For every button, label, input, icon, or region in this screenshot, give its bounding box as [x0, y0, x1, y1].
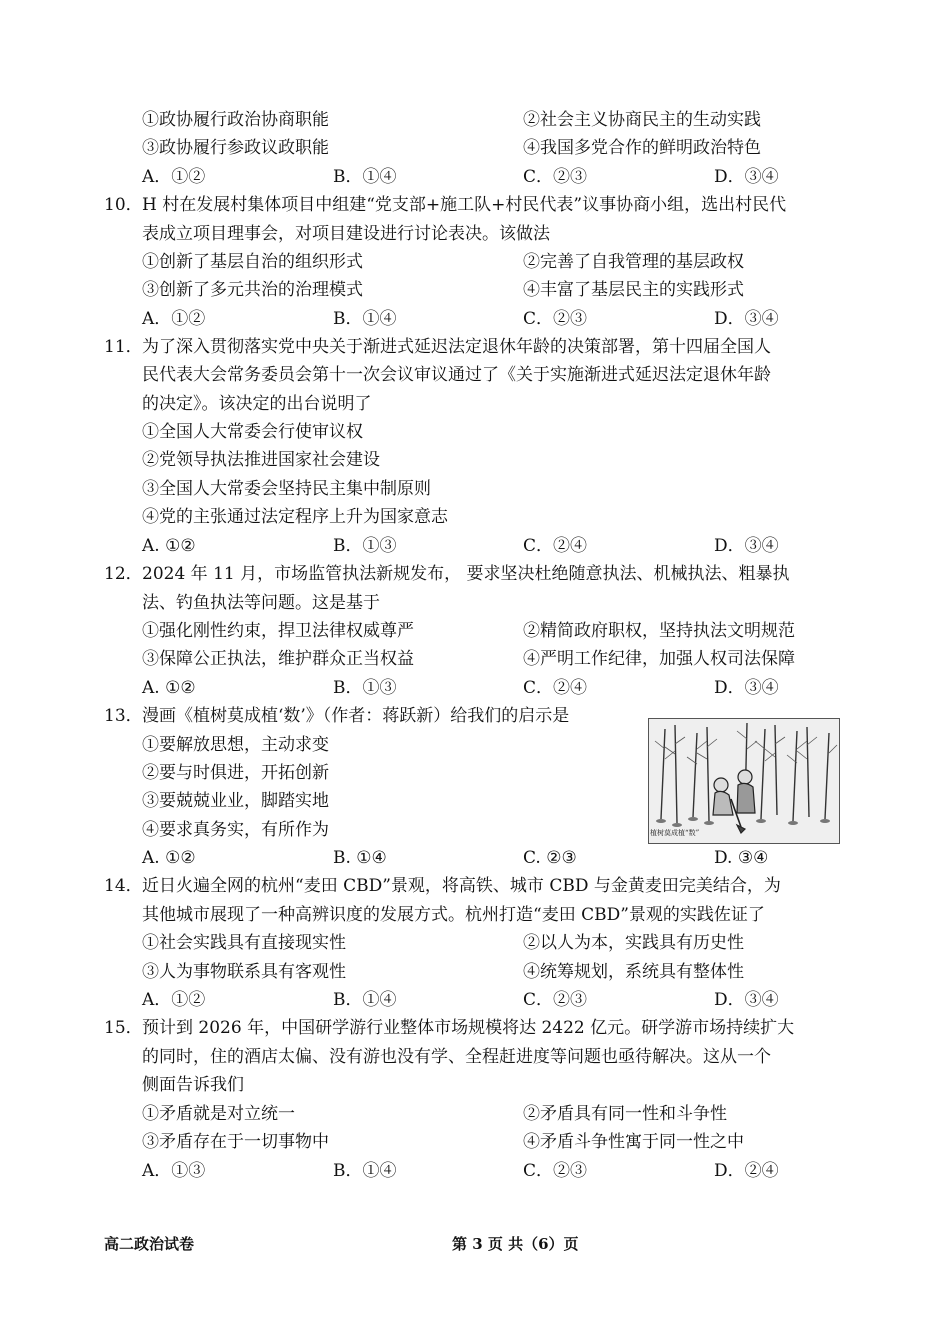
q11-stem-line-3: 的决定》。该决定的出台说明了 — [142, 394, 372, 414]
q13-choice-c: C. ②③ — [523, 848, 577, 868]
q12-item-1: ①强化刚性约束，捍卫法律权威尊严 — [142, 621, 414, 641]
q9-item-3: ③政协履行参政议政职能 — [142, 138, 329, 158]
q15-item-2: ②矛盾具有同一性和斗争性 — [523, 1104, 727, 1124]
q15-stem-line-3: 侧面告诉我们 — [142, 1075, 244, 1095]
q10-choice-d: D．③④ — [714, 309, 779, 329]
q11-item-3: ③全国人大常委会坚持民主集中制原则 — [142, 479, 431, 499]
q11-item-1: ①全国人大常委会行使审议权 — [142, 422, 363, 442]
tree-planting-cartoon — [648, 718, 840, 844]
q11-number: 11． — [104, 337, 143, 357]
q15-number: 15． — [104, 1018, 143, 1038]
q14-stem-line-1: 近日火遍全网的杭州“麦田 CBD”景观，将高铁、城市 CBD 与金黄麦田完美结合，为 — [142, 876, 781, 896]
q9-choice-a: A．①② — [142, 167, 206, 187]
q9-choice-b: B．①④ — [333, 167, 397, 187]
q14-item-4: ④统筹规划，系统具有整体性 — [523, 962, 744, 982]
q13-choice-a: A. ①② — [142, 848, 196, 868]
q15-choice-a: A．①③ — [142, 1161, 206, 1181]
q10-choice-c: C．②③ — [523, 309, 588, 329]
q15-stem-line-1: 预计到 2026 年，中国研学游行业整体市场规模将达 2422 亿元。研学游市场持续扩大 — [142, 1018, 795, 1038]
q11-choice-b: B．①③ — [333, 536, 397, 556]
q13-item-1: ①要解放思想，主动求变 — [142, 735, 329, 755]
q9-choice-d: D．③④ — [714, 167, 779, 187]
footer-page-number: 第 3 页 共（6）页 — [452, 1235, 579, 1253]
q14-item-2: ②以人为本，实践具有历史性 — [523, 933, 744, 953]
q11-choice-a: A. ①② — [142, 536, 196, 556]
q12-stem-line-1: 2024 年 11 月，市场监管执法新规发布， 要求坚决杜绝随意执法、机械执法、粗暴执 — [142, 564, 790, 584]
q15-choice-b: B．①④ — [333, 1161, 397, 1181]
q11-stem-line-1: 为了深入贯彻落实党中央关于渐进式延迟法定退休年龄的决策部署，第十四届全国人 — [142, 337, 771, 357]
q11-item-2: ②党领导执法推进国家社会建设 — [142, 450, 380, 470]
q10-number: 10． — [104, 195, 143, 215]
q13-choice-b: B. ①④ — [333, 848, 387, 868]
q14-choice-a: A．①② — [142, 990, 206, 1010]
q12-choice-b: B．①③ — [333, 678, 397, 698]
q11-item-4: ④党的主张通过法定程序上升为国家意志 — [142, 507, 448, 527]
cartoon-drawing — [649, 719, 839, 843]
q13-number: 13． — [104, 706, 143, 726]
q13-item-2: ②要与时俱进，开拓创新 — [142, 763, 329, 783]
q12-choice-d: D．③④ — [714, 678, 779, 698]
q14-stem-line-2: 其他城市展现了一种高辨识度的发展方式。杭州打造“麦田 CBD”景观的实践佐证了 — [142, 905, 765, 925]
q14-number: 14． — [104, 876, 143, 896]
q14-item-3: ③人为事物联系具有客观性 — [142, 962, 346, 982]
q14-item-1: ①社会实践具有直接现实性 — [142, 933, 346, 953]
q10-item-4: ④丰富了基层民主的实践形式 — [523, 280, 744, 300]
q13-stem-line-1: 漫画《植树莫成植‘数’》（作者：蒋跃新）给我们的启示是 — [142, 706, 570, 726]
q15-item-3: ③矛盾存在于一切事物中 — [142, 1132, 329, 1152]
q11-choice-d: D．③④ — [714, 536, 779, 556]
q15-stem-line-2: 的同时，住的酒店太偏、没有游也没有学、全程赶进度等问题也亟待解决。这从一个 — [142, 1047, 771, 1067]
q11-stem-line-2: 民代表大会常务委员会第十一次会议审议通过了《关于实施渐进式延迟法定退休年龄 — [142, 365, 771, 385]
q10-item-1: ①创新了基层自治的组织形式 — [142, 252, 363, 272]
q12-number: 12． — [104, 564, 143, 584]
q10-item-3: ③创新了多元共治的治理模式 — [142, 280, 363, 300]
q14-choice-c: C．②③ — [523, 990, 588, 1010]
q15-choice-c: C．②③ — [523, 1161, 588, 1181]
q9-item-2: ②社会主义协商民主的生动实践 — [523, 110, 761, 130]
q13-item-3: ③要兢兢业业，脚踏实地 — [142, 791, 329, 811]
q15-choice-d: D．②④ — [714, 1161, 779, 1181]
q14-choice-b: B．①④ — [333, 990, 397, 1010]
q12-choice-a: A. ①② — [142, 678, 196, 698]
q9-item-1: ①政协履行政治协商职能 — [142, 110, 329, 130]
cartoon-caption: 植树莫成植“数” — [650, 829, 700, 837]
q10-stem-line-1: H 村在发展村集体项目中组建“党支部+施工队+村民代表”议事协商小组，选出村民代 — [142, 195, 787, 215]
q12-item-4: ④严明工作纪律，加强人权司法保障 — [523, 649, 795, 669]
q9-choice-c: C．②③ — [523, 167, 588, 187]
q13-item-4: ④要求真务实，有所作为 — [142, 820, 329, 840]
q10-choice-b: B．①④ — [333, 309, 397, 329]
q12-item-3: ③保障公正执法，维护群众正当权益 — [142, 649, 414, 669]
q14-choice-d: D．③④ — [714, 990, 779, 1010]
q11-choice-c: C．②④ — [523, 536, 588, 556]
q10-item-2: ②完善了自我管理的基层政权 — [523, 252, 744, 272]
q15-item-1: ①矛盾就是对立统一 — [142, 1104, 295, 1124]
footer-exam-title: 高二政治试卷 — [104, 1235, 195, 1253]
q10-choice-a: A．①② — [142, 309, 206, 329]
q13-choice-d: D. ③④ — [714, 848, 769, 868]
q10-stem-line-2: 表成立项目理事会，对项目建设进行讨论表决。该做法 — [142, 224, 550, 244]
q12-stem-line-2: 法、钓鱼执法等问题。这是基于 — [142, 593, 380, 613]
q9-item-4: ④我国多党合作的鲜明政治特色 — [523, 138, 761, 158]
q12-item-2: ②精简政府职权，坚持执法文明规范 — [523, 621, 795, 641]
q15-item-4: ④矛盾斗争性寓于同一性之中 — [523, 1132, 744, 1152]
q12-choice-c: C．②④ — [523, 678, 588, 698]
